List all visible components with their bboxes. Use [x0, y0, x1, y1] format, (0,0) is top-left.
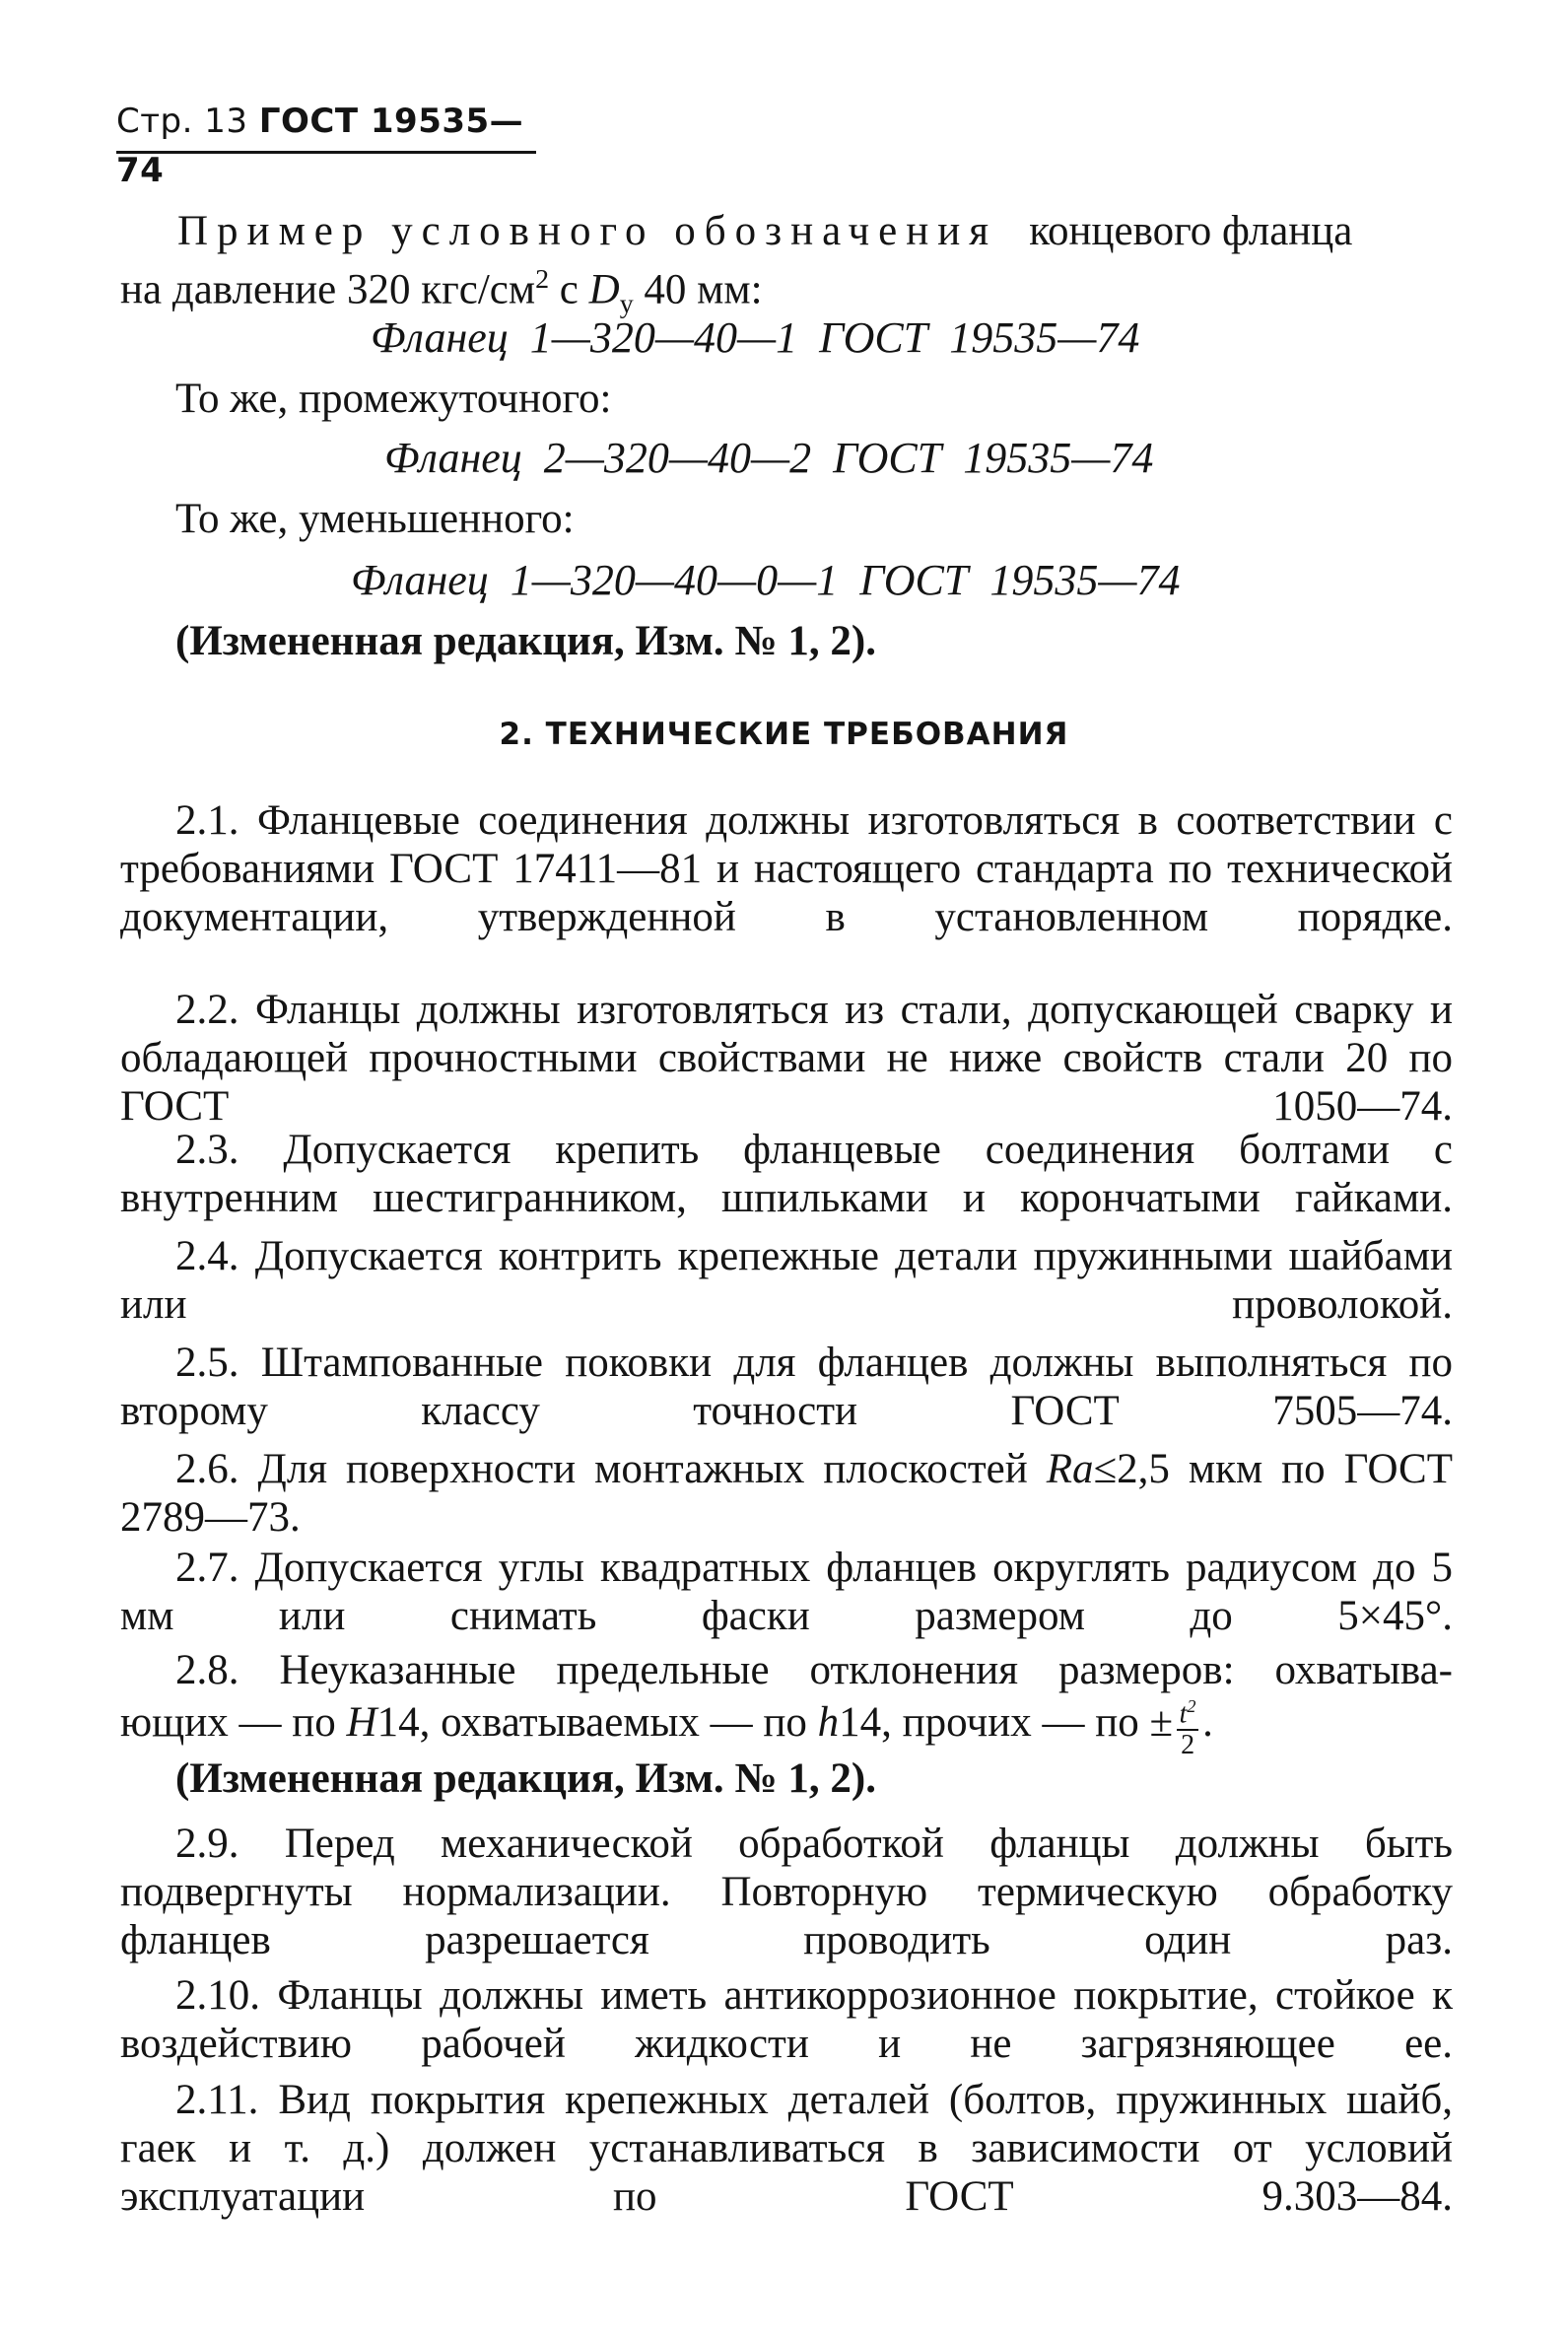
paragraph-2-2: 2.2. Фланцы должны изготовляться из стали, допускающей сварку и обладающей прочностными свойствами не ниже свойств стали 20 по ГОСТ 1050—74.: [120, 987, 1453, 1130]
paragraph-2-6-prefix: 2.6. Для поверхности монтажных плоскостей: [175, 1446, 1047, 1492]
header-rule: [116, 151, 536, 154]
same-intermediate: То же, промежуточного:: [175, 376, 612, 422]
paragraph-2-7: 2.7. Допускается углы квадратных фланцев округлять радиусом до 5 мм или снимать фаски размером до 5×45°.: [120, 1545, 1453, 1639]
paragraph-2-8-line1: 2.8. Неуказанные предельные отклонения размеров: охватыва-: [175, 1647, 1453, 1693]
superscript: 2: [535, 264, 550, 295]
page-header: [116, 97, 550, 195]
example-lead: [177, 207, 1352, 255]
text: 14, прочих — по ±: [839, 1699, 1174, 1747]
paragraph-2-1: 2.1. Фланцевые соединения должны изготовляться в соответствии с требованиями ГОСТ 17411—81 и настоящего стандарта по технической документации, утвержденной в установленном порядке.: [120, 797, 1453, 940]
same-reduced: То же, уменьшенного:: [175, 496, 575, 542]
example-line2-mid: с: [549, 266, 589, 313]
fraction-numerator: [1177, 1691, 1198, 1729]
section-title: 2. ТЕХНИЧЕСКИЕ ТРЕБОВАНИЯ: [499, 717, 1069, 752]
example-line2-prefix: на давление 320 кгс/см: [120, 266, 536, 313]
variable-d: D: [588, 266, 620, 313]
subscript: у: [619, 288, 634, 319]
standard-number: ГОСТ 19535—74: [116, 102, 524, 190]
formula-reduced-flange: Фланец 1—320—40—0—1 ГОСТ 19535—74: [351, 556, 1181, 604]
fraction-denominator: 2: [1177, 1729, 1198, 1760]
text: ющих — по: [120, 1699, 347, 1747]
variable-h-upper: H: [346, 1699, 377, 1747]
text: .: [1202, 1699, 1213, 1747]
paragraph-2-6: [120, 1445, 1453, 1542]
example-lead-spaced: Пример условного обозначения: [177, 208, 998, 254]
fraction: [1177, 1691, 1198, 1760]
page-number: Стр. 13: [116, 102, 248, 141]
fraction-var: t: [1179, 1698, 1188, 1730]
paragraph-2-9: 2.9. Перед механической обработкой фланцы должны быть подвергнуты нормализации. Повторную термическую обработку фланцев разрешается проводить один раз.: [120, 1821, 1453, 1963]
example-line2-suffix: 40 мм:: [633, 266, 763, 313]
example-lead-rest: концевого фланца: [1029, 208, 1353, 254]
paragraph-2-4: 2.4. Допускается контрить крепежные детали пружинными шайбами или проволокой.: [120, 1233, 1453, 1328]
formula-intermediate-flange: Фланец 2—320—40—2 ГОСТ 19535—74: [384, 434, 1154, 482]
paragraph-2-3: 2.3. Допускается крепить фланцевые соединения болтами с внутренним шестигранником, шпильками и корончатыми гайками.: [120, 1127, 1453, 1221]
fraction-sup: 2: [1187, 1696, 1196, 1716]
paragraph-2-11: 2.11. Вид покрытия крепежных деталей (болтов, пружинных шайб, гаек и т. д.) должен устанавливаться в зависимости от условий эксплуатации по ГОСТ 9.303—84.: [120, 2077, 1453, 2220]
variable-h-lower: h: [817, 1699, 840, 1747]
paragraph-2-10: 2.10. Фланцы должны иметь антикоррозионное покрытие, стойкое к воздействию рабочей жидкости и не загрязняющее ее.: [120, 1972, 1453, 2067]
formula-end-flange: Фланец 1—320—40—1 ГОСТ 19535—74: [371, 313, 1140, 362]
paragraph-2-6-suffix: ≤2,5 мкм по ГОСТ 2789—73.: [120, 1446, 1453, 1541]
variable-ra: Ra: [1046, 1446, 1094, 1492]
amendment-note: (Измененная редакция, Изм. № 1, 2).: [175, 618, 876, 664]
paragraph-2-8-line2: [120, 1691, 1213, 1760]
paragraph-2-5: 2.5. Штампованные поковки для фланцев должны выполняться по второму классу точности ГОСТ 7505—74.: [120, 1340, 1453, 1434]
text: 14, охватываемых — по: [376, 1699, 818, 1747]
amendment-note-2: (Измененная редакция, Изм. № 1, 2).: [175, 1755, 876, 1802]
